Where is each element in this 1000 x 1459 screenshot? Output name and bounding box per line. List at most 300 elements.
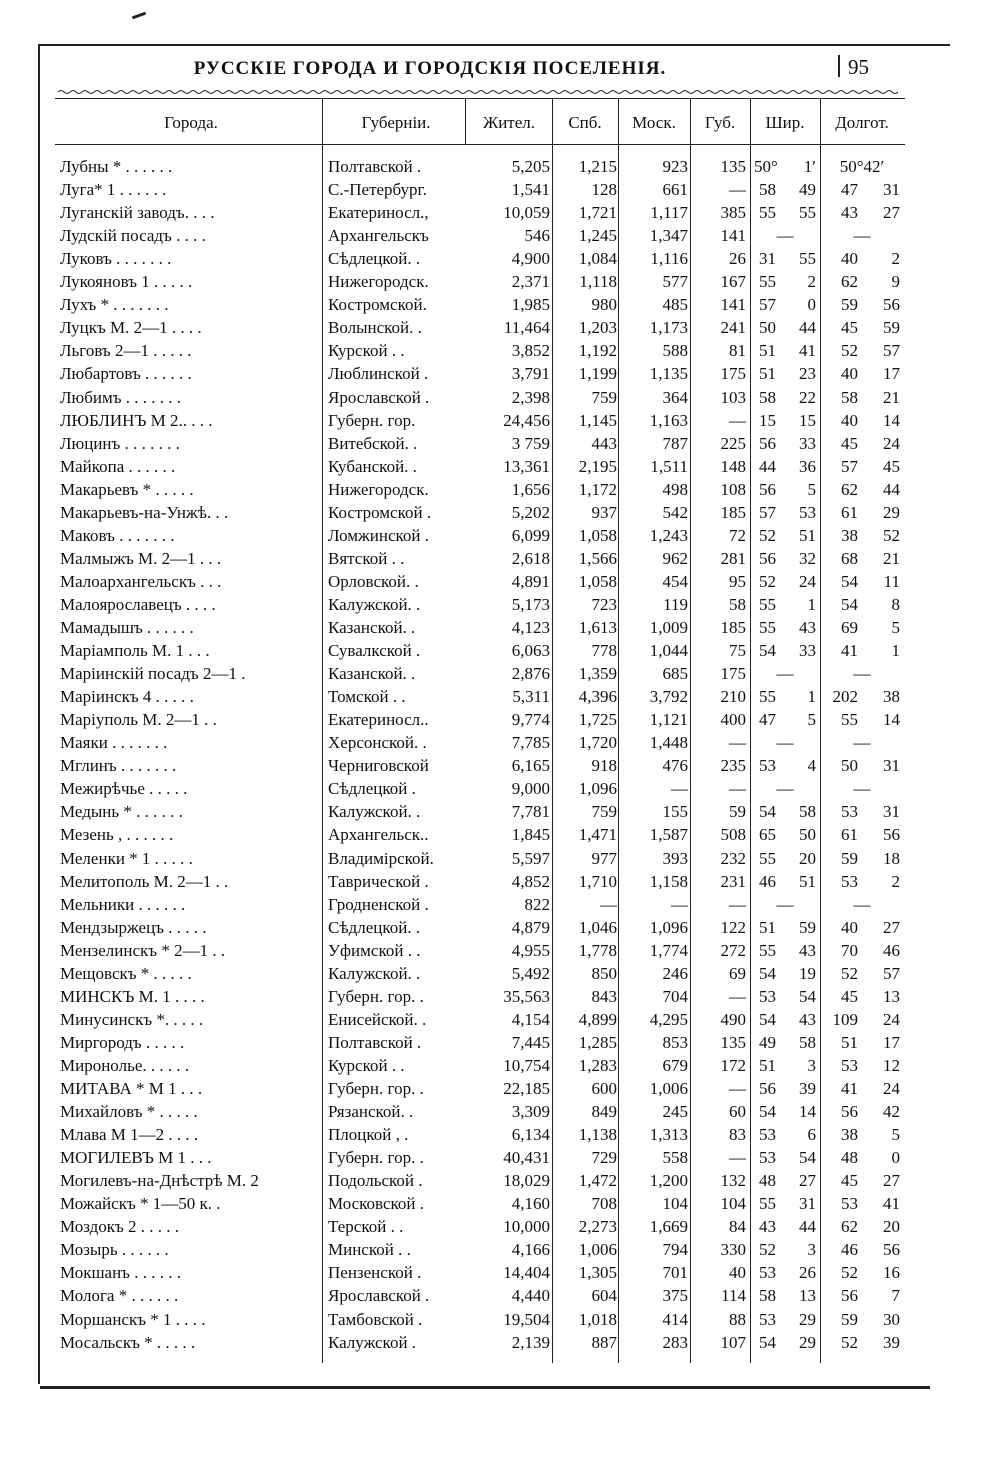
longitude-min-cell: 12 <box>883 1055 900 1075</box>
city-name: Молога * . . . . . . <box>60 1286 179 1306</box>
latitude-min-cell: 29 <box>799 1309 816 1329</box>
latitude-deg-cell: 53 <box>759 1309 776 1329</box>
longitude-min-cell: 46 <box>883 940 900 960</box>
latitude-min-cell: 1′ <box>803 157 816 176</box>
latitude-deg-cell: 54 <box>759 1102 776 1122</box>
table-row <box>0 1261 1000 1284</box>
longitude-min-cell: 30 <box>883 1309 900 1329</box>
latitude-min-cell: 43 <box>799 1009 816 1029</box>
population-cell: 5,173 <box>511 594 550 614</box>
spb-distance-cell: 1,203 <box>578 318 617 338</box>
longitude-deg-cell: 52 <box>841 1263 858 1283</box>
gubernia-name: Томской . . <box>328 687 406 707</box>
latitude-min-cell: 44 <box>799 318 816 338</box>
city-name: Мензелинскъ * 2—1 . . <box>60 940 226 960</box>
moscow-distance-cell: 923 <box>662 157 688 176</box>
spb-distance-cell: 1,359 <box>578 664 617 684</box>
longitude-deg-cell: 43 <box>841 203 858 223</box>
gubernia-name: Орловской. . <box>328 571 419 591</box>
latitude-deg-cell: 57 <box>759 502 776 522</box>
city-name: Маріинскъ 4 . . . . . <box>60 687 194 707</box>
gub-distance-cell: 83 <box>729 1125 746 1145</box>
gub-distance-cell: 272 <box>720 940 746 960</box>
latitude-min-cell: 33 <box>799 641 816 661</box>
gubernia-name: Казанской. . <box>328 618 416 637</box>
longitude-deg-cell: 62 <box>841 272 858 292</box>
latitude-min-cell: 41 <box>799 341 816 361</box>
longitude-deg-cell: 48 <box>841 1148 858 1168</box>
moscow-distance-cell: — <box>671 894 688 914</box>
longitude-deg-cell: 61 <box>841 502 858 522</box>
frame-bottom-rule <box>40 1386 930 1389</box>
latitude-deg-cell: 53 <box>759 1125 776 1145</box>
longitude-min-cell: 27 <box>883 1171 900 1191</box>
moscow-distance-cell: 661 <box>662 180 688 200</box>
latitude-deg-cell: 57 <box>759 295 776 315</box>
table-row <box>0 178 1000 201</box>
gub-distance-cell: 108 <box>720 479 746 499</box>
spb-distance-cell: 980 <box>591 295 617 315</box>
table-row <box>0 1100 1000 1123</box>
latitude-deg-cell: 51 <box>759 917 776 937</box>
gubernia-name: Черниговской <box>328 756 429 776</box>
latitude-deg-cell: 58 <box>759 1286 776 1306</box>
gubernia-name: Полтавской . <box>328 157 422 176</box>
latitude-deg-cell: 53 <box>759 1263 776 1283</box>
population-cell: 7,781 <box>511 802 550 822</box>
longitude-cell: — <box>853 779 871 799</box>
longitude-deg-cell: 41 <box>841 1079 858 1098</box>
latitude-deg-cell: 55 <box>759 848 776 868</box>
moscow-distance-cell: 414 <box>662 1309 688 1329</box>
longitude-min-cell: 44 <box>883 479 900 499</box>
longitude-deg-cell: 38 <box>841 525 858 545</box>
gub-distance-cell: — <box>729 1148 746 1168</box>
latitude-deg-cell: 54 <box>759 641 776 661</box>
latitude-deg-cell: 54 <box>759 1332 776 1352</box>
table-row <box>0 547 1000 570</box>
gub-distance-cell: 69 <box>729 963 746 983</box>
population-cell: 35,563 <box>503 986 550 1006</box>
latitude-min-cell: 36 <box>799 456 816 476</box>
gubernia-name: Витебской. . <box>328 433 418 453</box>
longitude-min-cell: 7 <box>891 1286 900 1306</box>
moscow-distance-cell: 794 <box>662 1240 688 1260</box>
population-cell: 22,185 <box>503 1079 550 1098</box>
gubernia-name: Нижегородск. <box>328 272 429 292</box>
longitude-min-cell: 24 <box>883 1079 900 1098</box>
col-header-lon: Долгот. <box>835 113 889 132</box>
longitude-deg-cell: 47 <box>841 180 858 200</box>
moscow-distance-cell: 1,116 <box>650 249 688 269</box>
latitude-deg-cell: 53 <box>759 756 776 776</box>
population-cell: 2,139 <box>511 1332 550 1352</box>
city-name: Мглинъ . . . . . . . <box>60 756 177 776</box>
table-row <box>0 1054 1000 1077</box>
moscow-distance-cell: 155 <box>662 802 688 822</box>
city-name: Мозырь . . . . . . <box>60 1240 169 1260</box>
page-number: 95 <box>838 55 869 80</box>
gubernia-name: Ярославской . <box>328 1286 430 1306</box>
longitude-deg-cell: 53 <box>841 1194 858 1214</box>
latitude-min-cell: 55 <box>799 249 816 269</box>
spb-distance-cell: 1,192 <box>578 341 617 361</box>
table-row <box>0 270 1000 293</box>
latitude-deg-cell: 56 <box>759 479 776 499</box>
table-row <box>0 916 1000 939</box>
spb-distance-cell: 2,195 <box>578 456 617 476</box>
spb-distance-cell: 1,118 <box>579 272 617 292</box>
longitude-cell: 50°42′ <box>839 157 885 176</box>
gub-distance-cell: 330 <box>720 1240 746 1260</box>
longitude-min-cell: 59 <box>883 318 900 338</box>
city-name: Маковъ . . . . . . . <box>60 525 175 545</box>
city-name: Лудскій посадъ . . . . <box>60 226 206 246</box>
gubernia-name: Губерн. гор. . <box>328 986 424 1006</box>
spb-distance-cell: — <box>600 894 617 914</box>
longitude-min-cell: 2 <box>891 249 900 269</box>
gubernia-name: Гродненской . <box>328 894 429 914</box>
table-row <box>0 731 1000 754</box>
city-name: МОГИЛЕВЪ М 1 . . . <box>60 1148 212 1168</box>
table-row <box>0 616 1000 639</box>
table-row <box>0 501 1000 524</box>
latitude-deg-cell: 51 <box>759 1055 776 1075</box>
gubernia-name: Тамбовской . <box>328 1309 423 1329</box>
gubernia-name: Минской . . <box>328 1240 411 1260</box>
city-name: МИТАВА * М 1 . . . <box>60 1079 203 1098</box>
spb-distance-cell: 1,283 <box>578 1055 617 1075</box>
table-row <box>0 247 1000 270</box>
longitude-min-cell: 9 <box>891 272 900 292</box>
moscow-distance-cell: 1,096 <box>649 917 688 937</box>
population-cell: 5,597 <box>511 848 550 868</box>
population-cell: 6,099 <box>511 525 550 545</box>
table-row <box>0 1192 1000 1215</box>
longitude-deg-cell: 62 <box>841 1217 858 1237</box>
gubernia-name: Кубанской. . <box>328 456 417 476</box>
population-cell: 10,059 <box>503 203 550 223</box>
table-row <box>0 754 1000 777</box>
latitude-cell: — <box>776 894 794 914</box>
spb-distance-cell: 1,058 <box>578 571 617 591</box>
gubernia-name: Терской . . <box>328 1217 404 1237</box>
moscow-distance-cell: 1,044 <box>649 641 688 661</box>
latitude-deg-cell: 54 <box>759 802 776 822</box>
table-row <box>0 224 1000 247</box>
longitude-deg-cell: 61 <box>841 825 858 845</box>
col-header-spb: Спб. <box>568 113 602 132</box>
population-cell: 5,311 <box>512 687 550 707</box>
spb-distance-cell: 1,084 <box>578 249 617 269</box>
table-row <box>0 1146 1000 1169</box>
longitude-min-cell: 31 <box>883 802 900 822</box>
gubernia-name: Херсонской. . <box>328 733 427 753</box>
longitude-min-cell: 31 <box>883 180 900 200</box>
longitude-min-cell: 56 <box>883 295 900 315</box>
gub-distance-cell: 281 <box>720 548 746 568</box>
gub-distance-cell: 135 <box>720 157 746 176</box>
latitude-deg-cell: 48 <box>759 1171 776 1191</box>
population-cell: 3,309 <box>511 1102 550 1122</box>
city-name: Мезень , . . . . . . <box>60 825 174 845</box>
population-cell: 2,618 <box>511 548 550 568</box>
gubernia-name: Калужской. . <box>328 594 421 614</box>
gubernia-name: Ломжинской . <box>328 525 430 545</box>
gubernia-name: Рязанской. . <box>328 1102 414 1122</box>
moscow-distance-cell: 393 <box>662 848 688 868</box>
population-cell: 7,445 <box>511 1032 550 1052</box>
population-cell: 4,123 <box>511 618 550 637</box>
spb-distance-cell: 128 <box>591 180 617 200</box>
latitude-deg-cell: 50 <box>759 318 776 338</box>
table-row <box>0 1008 1000 1031</box>
header-rule-top <box>55 98 905 99</box>
latitude-min-cell: 32 <box>799 548 816 568</box>
col-header-gubernia: Губерніи. <box>361 113 431 132</box>
gub-distance-cell: 75 <box>729 641 746 661</box>
latitude-deg-cell: 43 <box>759 1217 776 1237</box>
longitude-deg-cell: 45 <box>841 433 858 453</box>
city-name: Луганскій заводъ. . . . <box>60 203 215 223</box>
latitude-min-cell: 53 <box>799 502 816 522</box>
spb-distance-cell: 887 <box>591 1332 617 1352</box>
longitude-cell: — <box>853 733 871 753</box>
spb-distance-cell: 1,018 <box>578 1309 617 1329</box>
gubernia-name: Казанской. . <box>328 664 416 684</box>
moscow-distance-cell: 1,163 <box>649 410 688 430</box>
city-name: Медынь * . . . . . . <box>60 802 183 822</box>
longitude-min-cell: 56 <box>883 825 900 845</box>
gub-distance-cell: 141 <box>720 295 746 315</box>
latitude-deg-cell: 15 <box>759 410 776 430</box>
spb-distance-cell: 778 <box>591 641 617 661</box>
longitude-deg-cell: 59 <box>841 1309 858 1329</box>
longitude-deg-cell: 52 <box>841 1332 858 1352</box>
longitude-deg-cell: 40 <box>841 410 858 430</box>
spb-distance-cell: 1,058 <box>578 525 617 545</box>
longitude-min-cell: 5 <box>891 1125 900 1145</box>
longitude-deg-cell: 59 <box>841 295 858 315</box>
longitude-min-cell: 0 <box>891 1148 900 1168</box>
moscow-distance-cell: 577 <box>662 272 688 292</box>
population-cell: 1,541 <box>511 180 550 200</box>
gubernia-name: Архангельск.. <box>328 825 429 845</box>
city-name: Мосальскъ * . . . . . <box>60 1332 196 1352</box>
population-cell: 822 <box>524 894 550 914</box>
moscow-distance-cell: 485 <box>662 295 688 315</box>
city-name: Мещовскъ * . . . . . <box>60 963 192 983</box>
moscow-distance-cell: 3,792 <box>649 687 688 707</box>
moscow-distance-cell: 1,117 <box>650 203 688 223</box>
gubernia-name: Волынской. . <box>328 318 422 338</box>
latitude-deg-cell: 55 <box>759 618 776 637</box>
table-row <box>0 293 1000 316</box>
longitude-min-cell: 45 <box>883 456 900 476</box>
gubernia-name: Полтавской . <box>328 1032 422 1052</box>
population-cell: 4,154 <box>511 1009 550 1029</box>
city-name: Моршанскъ * 1 . . . . <box>60 1309 206 1329</box>
gub-distance-cell: 132 <box>720 1171 746 1191</box>
gubernia-name: Костромской. <box>328 295 427 315</box>
latitude-min-cell: 44 <box>799 1217 816 1237</box>
city-name: Макарьевъ * . . . . . <box>60 479 194 499</box>
spb-distance-cell: 1,138 <box>578 1125 617 1145</box>
latitude-deg-cell: 55 <box>759 1194 776 1214</box>
moscow-distance-cell: 588 <box>662 341 688 361</box>
longitude-deg-cell: 69 <box>841 618 858 637</box>
gub-distance-cell: 59 <box>729 802 746 822</box>
gub-distance-cell: 148 <box>720 456 746 476</box>
table-row <box>0 201 1000 224</box>
population-cell: 11,464 <box>503 318 550 338</box>
longitude-min-cell: 31 <box>883 756 900 776</box>
population-cell: 14,404 <box>503 1263 550 1283</box>
city-name: Мендзыржецъ . . . . . <box>60 917 207 937</box>
latitude-cell: — <box>776 779 794 799</box>
gubernia-name: Губерн. гор. . <box>328 1079 424 1098</box>
population-cell: 4,160 <box>511 1194 550 1214</box>
gub-distance-cell: 107 <box>720 1332 746 1352</box>
latitude-min-cell: 23 <box>799 364 816 384</box>
spb-distance-cell: 708 <box>591 1194 617 1214</box>
latitude-min-cell: 6 <box>807 1125 816 1145</box>
spb-distance-cell: 4,899 <box>578 1009 617 1029</box>
gubernia-name: Калужской. . <box>328 802 421 822</box>
longitude-deg-cell: 109 <box>832 1009 858 1029</box>
gubernia-name: Нижегородск. <box>328 479 429 499</box>
latitude-min-cell: 26 <box>799 1263 816 1283</box>
city-name: Мельники . . . . . . <box>60 894 186 914</box>
city-name: Млава М 1—2 . . . . <box>60 1125 199 1145</box>
population-cell: 10,754 <box>503 1055 550 1075</box>
latitude-min-cell: 5 <box>807 479 816 499</box>
moscow-distance-cell: 104 <box>662 1194 688 1214</box>
table-row <box>0 893 1000 916</box>
moscow-distance-cell: 283 <box>662 1332 688 1352</box>
longitude-min-cell: 56 <box>883 1240 900 1260</box>
latitude-min-cell: 51 <box>799 525 816 545</box>
longitude-deg-cell: 57 <box>841 456 858 476</box>
spb-distance-cell: 1,472 <box>578 1171 617 1191</box>
longitude-deg-cell: 53 <box>841 871 858 891</box>
gubernia-name: Екатериносл., <box>328 203 429 223</box>
population-cell: 6,134 <box>511 1125 550 1145</box>
table-row <box>0 409 1000 432</box>
gubernia-name: Люблинской . <box>328 364 429 384</box>
latitude-min-cell: 50 <box>799 825 816 845</box>
latitude-deg-cell: 51 <box>759 364 776 384</box>
table-row <box>0 939 1000 962</box>
latitude-deg-cell: 31 <box>759 249 776 269</box>
moscow-distance-cell: 787 <box>662 433 688 453</box>
table-row <box>0 662 1000 685</box>
table-row <box>0 1284 1000 1307</box>
gubernia-name: Сувалкской . <box>328 641 421 661</box>
longitude-cell: — <box>853 226 871 246</box>
latitude-deg-cell: 56 <box>759 433 776 453</box>
gub-distance-cell: 241 <box>720 318 746 338</box>
longitude-deg-cell: 45 <box>841 1171 858 1191</box>
city-name: ЛЮБЛИНЪ М 2.. . . . <box>60 410 213 430</box>
table-row <box>0 639 1000 662</box>
moscow-distance-cell: 1,347 <box>649 226 688 246</box>
longitude-deg-cell: 53 <box>841 1055 858 1075</box>
moscow-distance-cell: 1,009 <box>649 618 688 637</box>
city-name: Лубны * . . . . . . <box>60 157 173 176</box>
population-cell: 4,891 <box>511 571 550 591</box>
latitude-deg-cell: 56 <box>759 548 776 568</box>
longitude-deg-cell: 38 <box>841 1125 858 1145</box>
spb-distance-cell: 729 <box>591 1148 617 1168</box>
latitude-deg-cell: 53 <box>759 986 776 1006</box>
gub-distance-cell: 185 <box>720 502 746 522</box>
city-name: Макарьевъ-на-Унжѣ. . . <box>60 502 229 522</box>
gub-distance-cell: 235 <box>720 756 746 776</box>
table-row <box>0 962 1000 985</box>
moscow-distance-cell: 498 <box>662 479 688 499</box>
spb-distance-cell: 1,725 <box>578 710 617 730</box>
moscow-distance-cell: 1,006 <box>649 1079 688 1098</box>
spb-distance-cell: 443 <box>591 433 617 453</box>
gubernia-name: Владимірской. <box>328 848 434 868</box>
gubernia-name: Таврической . <box>328 871 429 891</box>
spb-distance-cell: 977 <box>591 848 617 868</box>
gubernia-name: Вятской . . <box>328 548 405 568</box>
population-cell: 1,985 <box>511 295 550 315</box>
gub-distance-cell: 210 <box>720 687 746 707</box>
longitude-deg-cell: 40 <box>841 249 858 269</box>
latitude-min-cell: 54 <box>799 986 816 1006</box>
population-cell: 9,774 <box>511 710 550 730</box>
longitude-min-cell: 14 <box>883 710 900 730</box>
longitude-min-cell: 17 <box>883 1032 900 1052</box>
population-cell: 10,000 <box>503 1217 550 1237</box>
population-cell: 4,166 <box>511 1240 550 1260</box>
table-row <box>0 1031 1000 1054</box>
longitude-min-cell: 38 <box>883 687 900 707</box>
gub-distance-cell: 60 <box>729 1102 746 1122</box>
col-header-gub: Губ. <box>704 113 736 132</box>
moscow-distance-cell: 1,173 <box>649 318 688 338</box>
longitude-deg-cell: 52 <box>841 963 858 983</box>
longitude-min-cell: 14 <box>883 410 900 430</box>
longitude-deg-cell: 51 <box>841 1032 858 1052</box>
population-cell: 4,879 <box>511 917 550 937</box>
latitude-deg-cell: 55 <box>759 203 776 223</box>
column-divider <box>465 98 466 144</box>
city-name: Маяки . . . . . . . <box>60 733 168 753</box>
spb-distance-cell: 1,096 <box>578 779 617 799</box>
city-name: Маріинскій посадъ 2—1 . <box>60 664 246 684</box>
spb-distance-cell: 1,471 <box>578 825 617 845</box>
moscow-distance-cell: 375 <box>662 1286 688 1306</box>
gubernia-name: Сѣдлецкой . <box>328 779 416 799</box>
spb-distance-cell: 843 <box>591 986 617 1006</box>
moscow-distance-cell: 364 <box>662 387 688 407</box>
population-cell: 546 <box>524 226 550 246</box>
gub-distance-cell: 40 <box>729 1263 746 1283</box>
spb-distance-cell: 1,720 <box>578 733 617 753</box>
latitude-min-cell: 58 <box>799 802 816 822</box>
table-row <box>0 870 1000 893</box>
moscow-distance-cell: 1,774 <box>649 940 688 960</box>
moscow-distance-cell: 1,669 <box>649 1217 688 1237</box>
col-header-lat: Шир. <box>765 113 805 132</box>
moscow-distance-cell: 454 <box>662 571 688 591</box>
gub-distance-cell: 508 <box>720 825 746 845</box>
latitude-deg-cell: 44 <box>759 456 776 476</box>
